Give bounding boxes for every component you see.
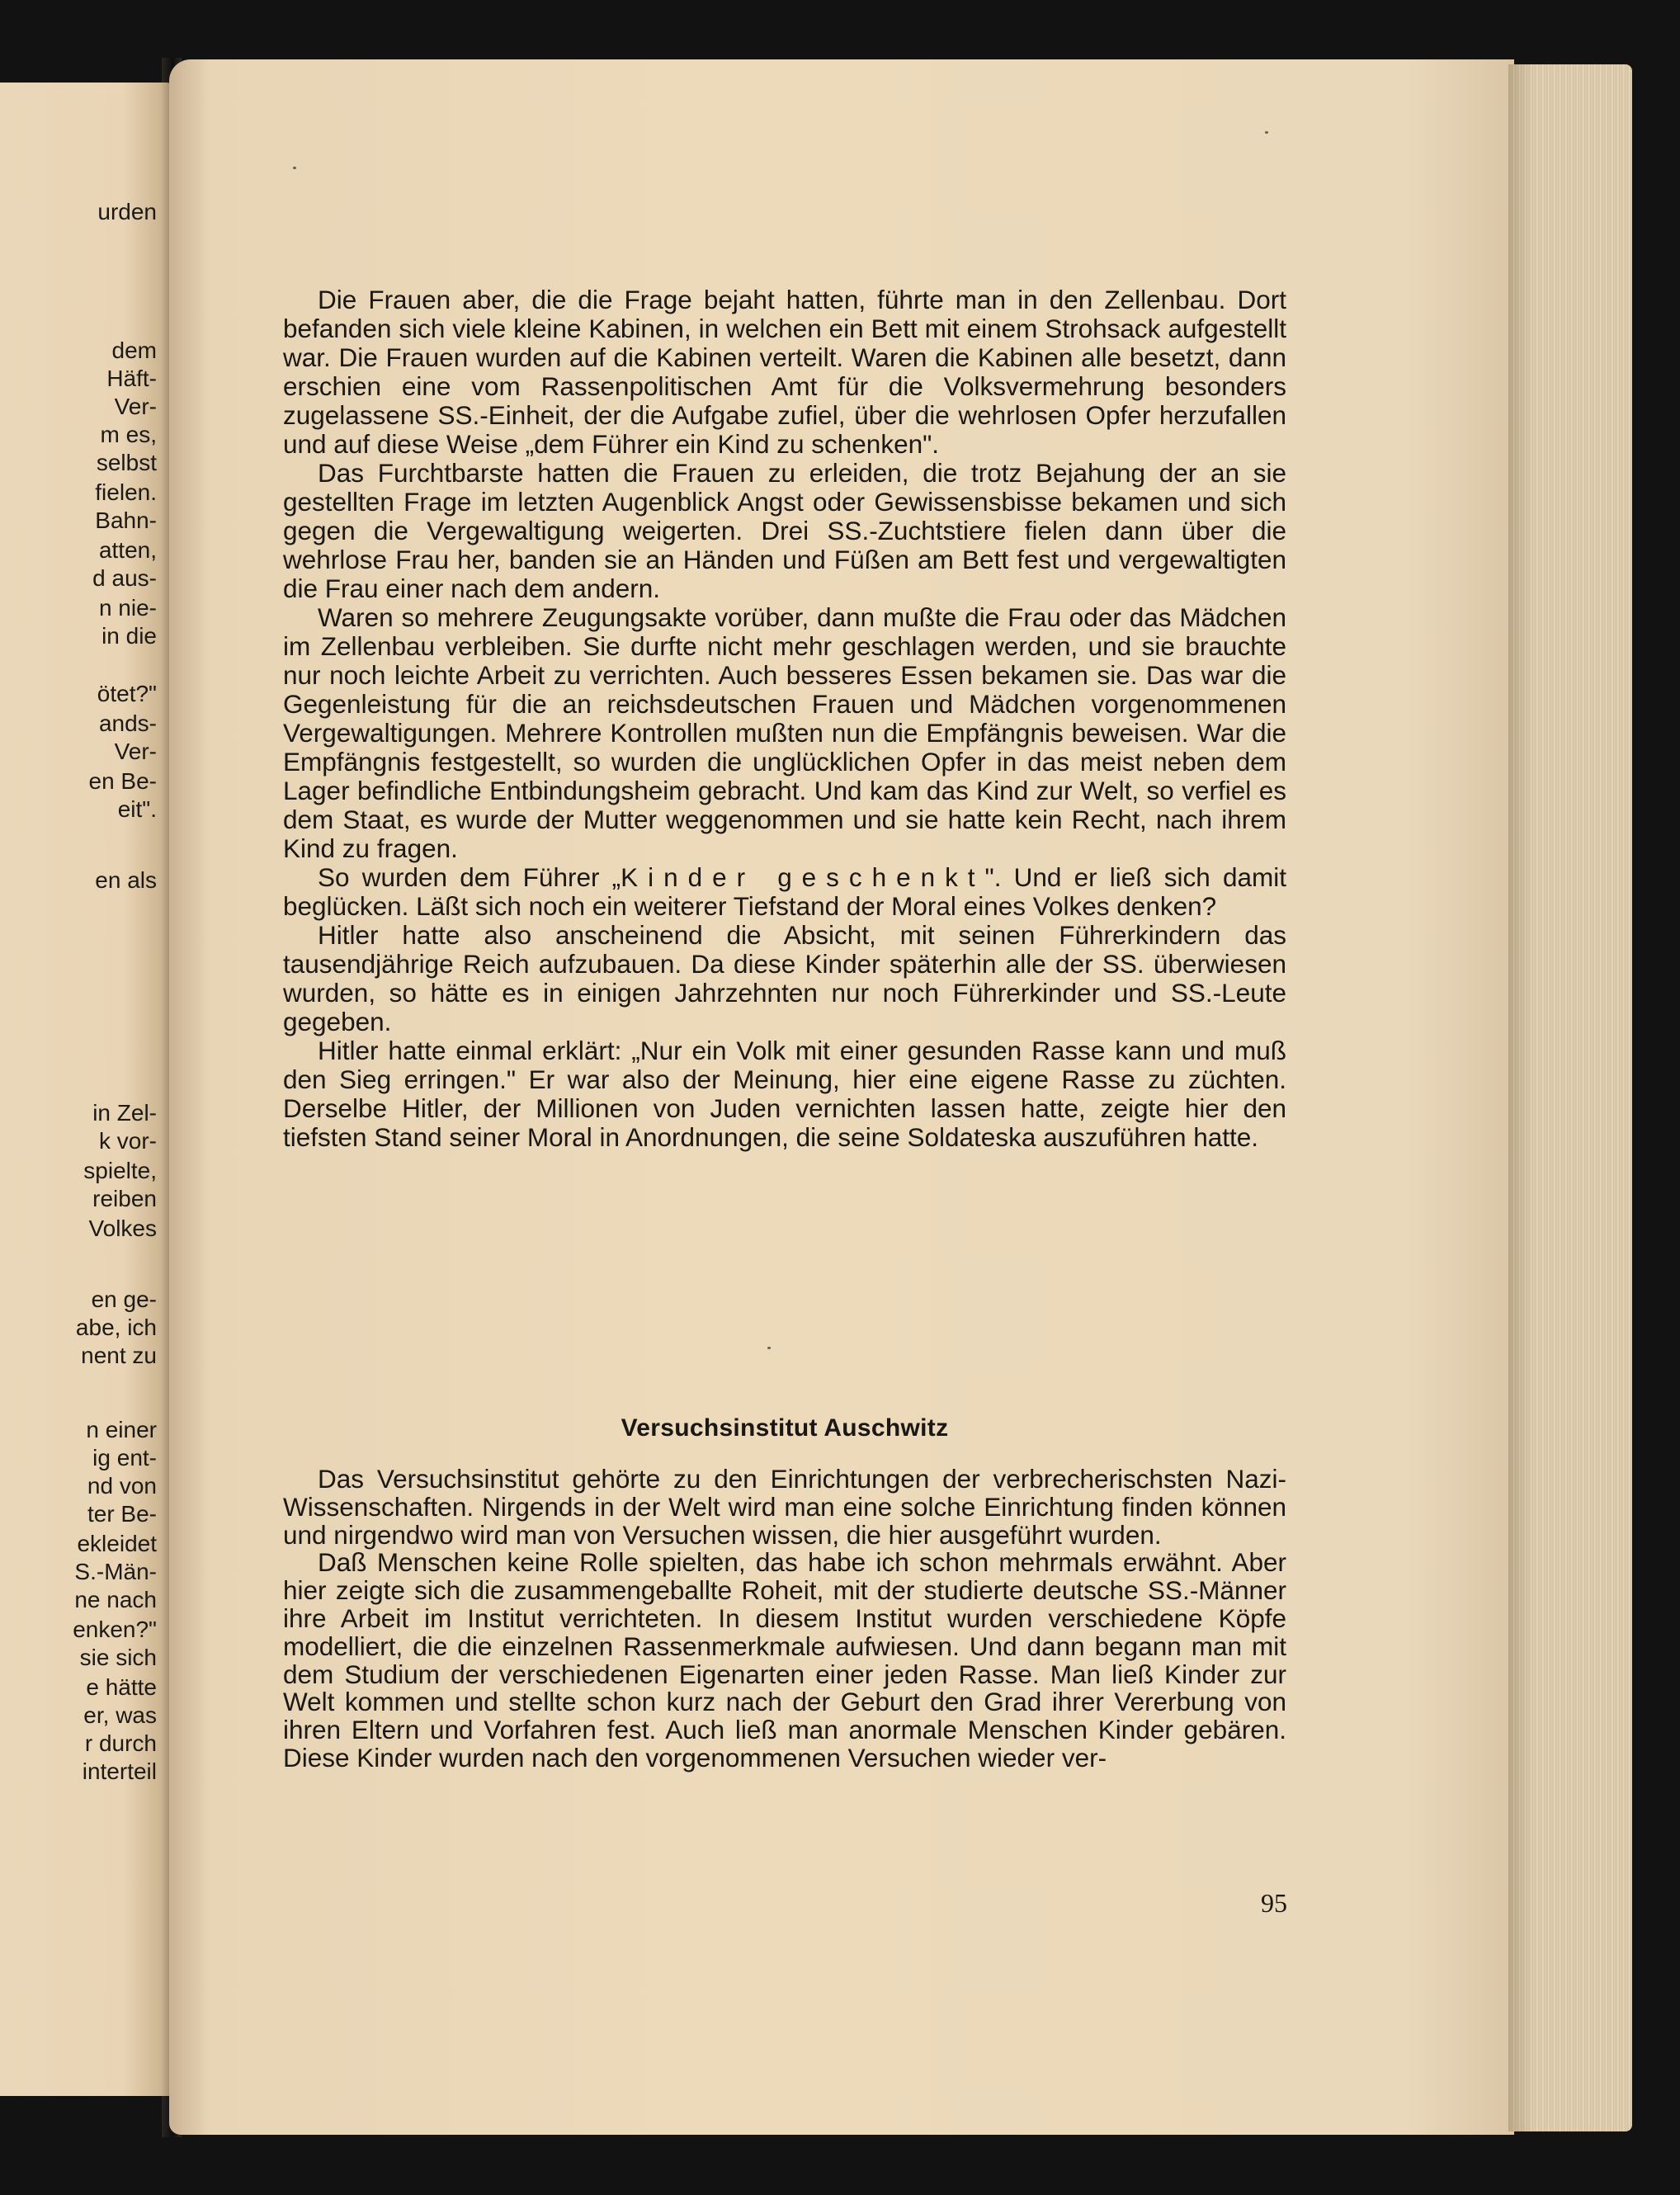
paper-speck [293, 167, 296, 169]
left-page-line: Häft- [106, 366, 157, 391]
paragraph-kinder-geschenkt [283, 863, 1286, 921]
left-page-line: eit". [117, 796, 157, 822]
left-page-line: Volkes [88, 1216, 157, 1241]
left-page-line: sie sich [79, 1645, 157, 1670]
left-page-line: r durch [84, 1730, 157, 1756]
left-page-line: Bahn- [95, 507, 157, 533]
left-page-line: nd von [87, 1473, 157, 1499]
paragraph-kinder-geschenkt-end: ". Und er ließ sich damit beglücken. Läßt sich noch ein weiterer Tiefstand der Moral eines Volkes denken? [283, 862, 1286, 921]
left-page-line: Ver- [114, 394, 157, 419]
paragraph-fuehrerkinder: Hitler hatte also anscheinend die Absicht, mit seinen Führerkindern das tausendjährige Reich aufzubauen. Da diese Kinder späterhin alle der SS. überwiesen wurden, so hätte es in einigen Jahrzehnten nur noch Führerkinder und SS.-Leute gegeben. [283, 920, 1286, 1036]
left-page-line: selbst [96, 450, 157, 475]
left-page-line: fielen. [95, 479, 157, 505]
left-page-line: n einer [86, 1417, 157, 1442]
left-page-line: m es, [100, 422, 157, 447]
paragraph-versuchsinstitut: Das Versuchsinstitut gehörte zu den Einrichtungen der verbrecherischsten Nazi-Wissenschaften. Nirgends in der Welt wird man eine solche Einrichtung finden können und nirgendwo wird man von Versuchen wissen, die hier ausgeführt wurden. [283, 1464, 1286, 1550]
paragraph-kinder-geschenkt-start: So wurden dem Führer „ [318, 862, 621, 892]
left-page-line: S.-Män- [74, 1559, 157, 1584]
paragraph-furchtbarste: Das Furchtbarste hatten die Frauen zu erleiden, die trotz Bejahung der an sie gestellten Frage im letzten Augenblick Angst oder Gewissensbisse bekamen und sich gegen die Vergewaltigung weigerten. Drei SS.-Zuchtstiere fielen dann über die wehrlose Frau her, banden sie an Händen und Füßen am Bett fest und vergewaltigten die Frau einer nach dem andern. [283, 458, 1286, 603]
paragraph-rassenmerkmale: Daß Menschen keine Rolle spielten, das habe ich schon mehrmals erwähnt. Aber hier zeigte sich die zusammengeballte Roheit, mit der studierte deutsche SS.-Männer ihre Arbeit im Institut verrichteten. In diesem Institut wurden verschiedene Köpfe modelliert, die die einzelnen Rassenmerkmale aufwiesen. Und dann begann man mit dem Studium der verschiedenen Eigenarten einer jeden Rasse. Man ließ Kinder zur Welt kommen und stellte schon kurz nach der Geburt den Grad ihrer Vererbung von ihren Eltern und Vorfahren fest. Auch ließ man anormale Menschen Kinder gebären. Diese Kinder wurden nach den vorgenommenen Versuchen wieder ver- [283, 1547, 1286, 1773]
left-page-line: nent zu [81, 1343, 157, 1368]
left-page-line: en als [95, 867, 157, 893]
left-page-line: atten, [98, 537, 157, 563]
section-text [283, 1466, 1286, 1773]
left-page-line: n nie- [98, 595, 157, 621]
page-edges-shadow [1508, 64, 1533, 2131]
left-page-line: ig ent- [92, 1445, 157, 1470]
left-page-fragment [0, 83, 175, 2096]
left-page-line: ötet?" [97, 681, 157, 706]
paragraph-hitler-erklaert: Hitler hatte einmal erklärt: „Nur ein Volk mit einer gesunden Rasse kann und muß den Sieg erringen." Er war also der Meinung, hier eine eigene Rasse zu züchten. Derselbe Hitler, der Millionen von Juden vernichten lassen hatte, zeigte hier den tiefsten Stand seiner Moral in Anordnungen, die seine Soldateska auszuführen hatte. [283, 1036, 1286, 1152]
spaced-emphasis: Kinder geschenkt [621, 862, 985, 892]
left-page-line: reiben [92, 1186, 157, 1211]
paper-speck [767, 1347, 771, 1349]
page-number: 95 [1261, 1888, 1287, 1918]
main-text [283, 286, 1286, 1152]
left-page-line: en Be- [88, 768, 157, 794]
paragraph-zellenbau: Die Frauen aber, die die Frage bejaht hatten, führte man in den Zellenbau. Dort befanden sich viele kleine Kabinen, in welchen ein Bett mit einem Strohsack aufgestellt war. Die Frauen wurden auf die Kabinen verteilt. Waren die Kabinen alle besetzt, dann erschien eine vom Rassenpolitischen Amt für die Volksvermehrung besonders zugelassene SS.-Einheit, der die Aufgabe zufiel, über die wehrlosen Opfer herzufallen und auf diese Weise „dem Führer ein Kind zu schenken". [283, 285, 1286, 459]
left-page-line: ekleidet [77, 1531, 157, 1556]
left-page-line: spielte, [83, 1158, 157, 1183]
paper-speck [1265, 131, 1268, 134]
left-page-line: e hätte [86, 1674, 157, 1700]
left-page-line: in die [101, 623, 157, 649]
left-page-line: k vor- [99, 1128, 157, 1154]
left-page-line: dem [111, 338, 157, 363]
paragraph-zeugungsakte: Waren so mehrere Zeugungsakte vorüber, dann mußte die Frau oder das Mädchen im Zellenbau verbleiben. Sie durfte nicht mehr geschlagen werden, und sie brauchte nur noch leichte Arbeit zu verrichten. Auch besseres Essen bekamen sie. Das war die Gegenleistung für die an reichsdeutschen Frauen und Mädchen vorgenommenen Vergewaltigungen. Mehrere Kontrollen mußten nun die Empfängnis beweisen. War die Empfängnis festgestellt, so wurden die unglücklichen Opfer in das meist neben dem Lager befindliche Entbindungsheim gebracht. Und kam das Kind zur Welt, so verfiel es dem Staat, es wurde der Mutter weggenommen und sie hatte kein Recht, nach ihrem Kind zu fragen. [283, 602, 1286, 863]
left-page-line: urden [97, 199, 157, 224]
left-page-line: ne nach [74, 1587, 157, 1612]
left-page-line: er, was [83, 1702, 157, 1728]
left-page-line: d aus- [92, 565, 157, 591]
left-page-line: ter Be- [87, 1501, 157, 1527]
left-page-line: en ge- [91, 1286, 157, 1312]
left-page-line: interteil [82, 1758, 157, 1784]
left-page-line: abe, ich [75, 1315, 157, 1340]
left-page-line: enken?" [73, 1617, 157, 1642]
left-page-line: in Zel- [92, 1100, 157, 1126]
section-heading: Versuchsinstitut Auschwitz [621, 1414, 949, 1442]
left-page-line: ands- [98, 710, 157, 736]
left-page-line: Ver- [114, 739, 157, 764]
